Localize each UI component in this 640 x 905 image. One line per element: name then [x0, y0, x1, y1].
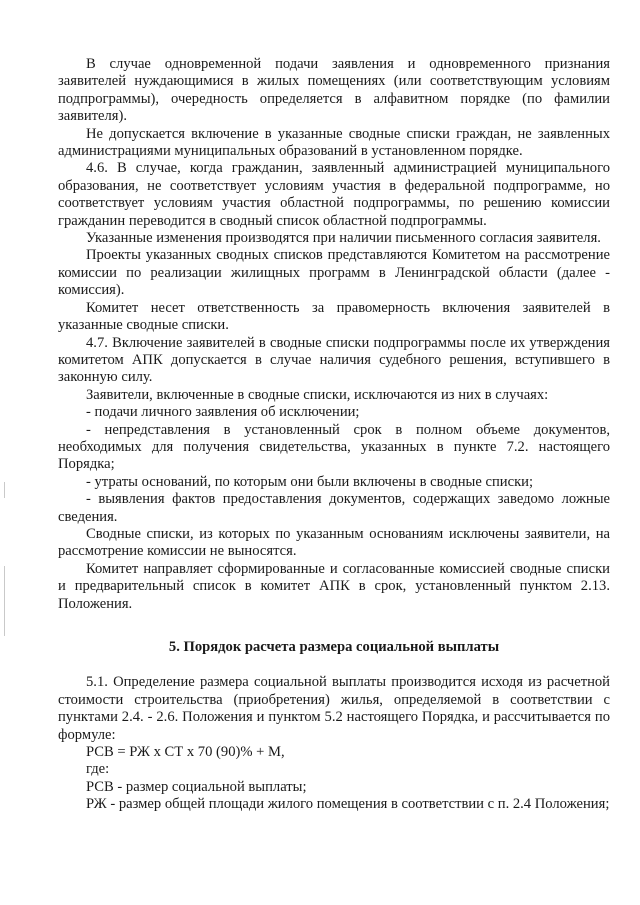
list-item: - выявления фактов предоставления документов, содержащих заведомо ложные сведения.: [58, 491, 610, 525]
paragraph: В случае одновременной подачи заявления и одновременного признания заявителей нуждающимися в жилых помещениях (или соответствующим условиям подпрограммы), очередность определяется в алфавитном порядке (по фамилии заявителя).: [58, 56, 610, 125]
paragraph: Комитет направляет сформированные и согласованные комиссией сводные списки и предварительный список в комитет АПК в срок, установленный пунктом 2.13. Положения.: [58, 560, 610, 612]
list-item: - непредставления в установленный срок в полном объеме документов, необходимых для получения свидетельства, указанных в пункте 7.2. настоящего Порядка;: [58, 421, 610, 473]
definition: РЖ - размер общей площади жилого помещения в соответствии с п. 2.4 Положения;: [86, 796, 610, 813]
formula-where: где:: [86, 761, 110, 778]
paragraph: 4.7. Включение заявителей в сводные списки подпрограммы после их утверждения комитетом АПК допускается в случае наличия судебного решения, вступившего в законную силу.: [58, 334, 610, 386]
section-heading: 5. Порядок расчета размера социальной выплаты: [168, 639, 500, 655]
paragraph: Сводные списки, из которых по указанным основаниям исключены заявители, на рассмотрение комиссии не выносятся.: [58, 525, 610, 560]
paragraph: Указанные изменения производятся при наличии письменного согласия заявителя.: [86, 230, 601, 247]
paragraph: 5.1. Определение размера социальной выплаты производится исходя из расчетной стоимости строительства (приобретения) жилья, определяемой в соответствии с пунктами 2.4. - 2.6. Положения и пунктом 5.2 настоящего Порядка, и рассчитывается по формуле:: [58, 674, 610, 743]
document-page: [58, 56, 610, 814]
paragraph: Комитет несет ответственность за правомерность включения заявителей в указанные сводные списки.: [58, 299, 610, 334]
formula: РСВ = РЖ х СТ х 70 (90)% + М,: [86, 744, 285, 761]
paragraph: Проекты указанных сводных списков представляются Комитетом на рассмотрение комиссии по реализации жилищных программ в Ленинградской области (далее - комиссия).: [58, 247, 610, 299]
scan-mark: [4, 482, 5, 498]
definition: РСВ - размер социальной выплаты;: [86, 778, 307, 795]
paragraph: Не допускается включение в указанные сводные списки граждан, не заявленных администрациями муниципальных образований в установленном порядке.: [58, 125, 610, 160]
paragraph: Заявители, включенные в сводные списки, исключаются из них в случаях:: [86, 386, 549, 403]
scan-mark: [4, 566, 5, 636]
list-item: - подачи личного заявления об исключении;: [86, 404, 360, 421]
list-item: - утраты оснований, по которым они были включены в сводные списки;: [86, 473, 534, 490]
paragraph: 4.6. В случае, когда гражданин, заявленный администрацией муниципального образования, не соответствует условиям участия в федеральной подпрограмме, но соответствует условиям участия областной подпрограммы, по решению комиссии гражданин переводится в сводный список областной подпрограммы.: [58, 160, 610, 229]
